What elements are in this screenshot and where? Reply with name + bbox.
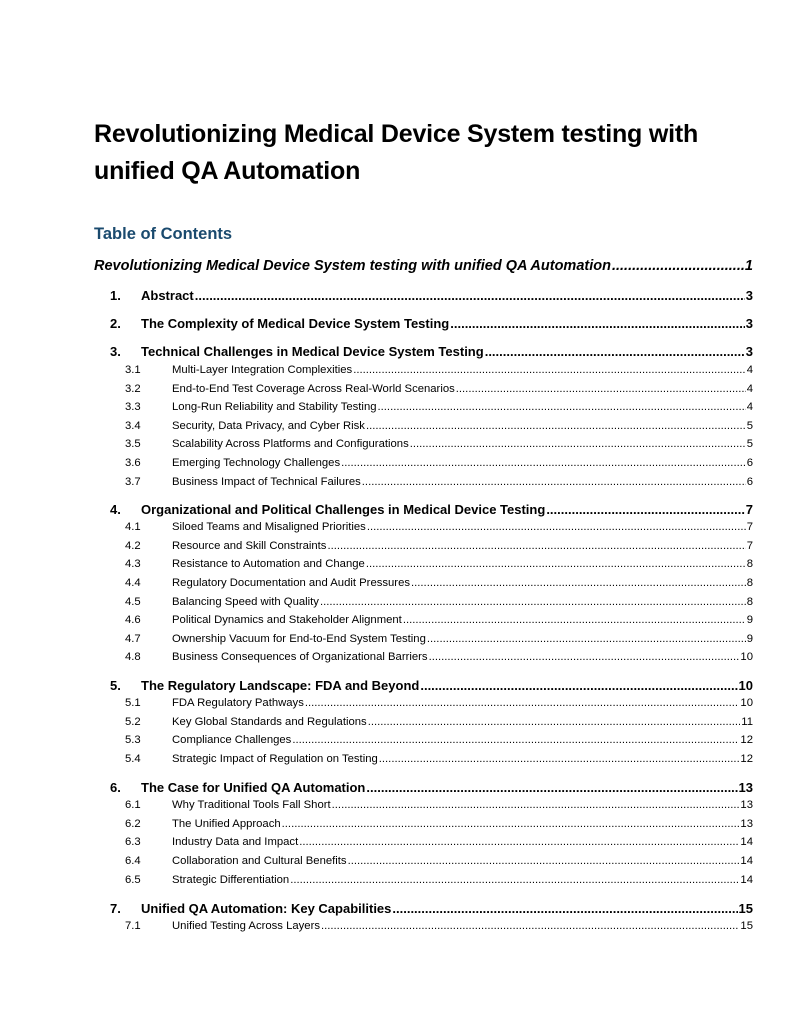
toc-entry-page-number: 14 [740, 874, 753, 886]
toc-entry-page-number: 4 [746, 364, 753, 376]
toc-entry-page-number: 3 [745, 288, 753, 303]
toc-entry[interactable] [125, 818, 753, 830]
toc-entry-number: 3.2 [125, 383, 141, 395]
toc-entry-title: Siloed Teams and Misaligned Priorities [172, 521, 366, 533]
toc-entry-number: 4.7 [125, 633, 141, 645]
toc-entry[interactable] [125, 457, 753, 469]
toc-entry[interactable] [110, 780, 753, 795]
toc-dot-leader [366, 420, 746, 432]
toc-entry-number: 7. [110, 901, 121, 916]
toc-entry-title: Ownership Vacuum for End-to-End System Testing [172, 633, 426, 645]
toc-dot-leader [332, 799, 740, 811]
toc-entry-page-number: 6 [746, 476, 753, 488]
toc-entry-title: Revolutionizing Medical Device System testing with unified QA Automation [94, 258, 611, 274]
toc-entry[interactable] [110, 316, 753, 331]
toc-entry[interactable] [125, 364, 753, 376]
toc-entry-title: Multi-Layer Integration Complexities [172, 364, 353, 376]
toc-entry-page-number: 7 [745, 502, 753, 517]
toc-dot-leader [378, 401, 746, 413]
toc-entry-page-number: 7 [746, 521, 753, 533]
toc-entry[interactable] [125, 651, 753, 663]
toc-dot-leader [305, 697, 740, 709]
toc-dot-leader [282, 818, 740, 830]
toc-entry-title: The Case for Unified QA Automation [141, 780, 366, 795]
toc-entry[interactable] [110, 678, 753, 693]
toc-entry-number: 5.2 [125, 716, 141, 728]
toc-entry[interactable] [125, 521, 753, 533]
toc-entry[interactable] [125, 697, 753, 709]
toc-entry-title: Business Impact of Technical Failures [172, 476, 361, 488]
toc-dot-leader [367, 521, 746, 533]
toc-entry-title: The Regulatory Landscape: FDA and Beyond [141, 678, 420, 693]
toc-entry-page-number: 8 [746, 577, 753, 589]
toc-entry-number: 5. [110, 678, 121, 693]
toc-entry-title: Compliance Challenges [172, 734, 292, 746]
toc-entry[interactable] [94, 258, 753, 274]
toc-entry[interactable] [125, 401, 753, 413]
toc-entry-number: 5.4 [125, 753, 141, 765]
toc-dot-leader [292, 734, 739, 746]
toc-entry-title: Strategic Impact of Regulation on Testing [172, 753, 378, 765]
toc-entry-title: The Unified Approach [172, 818, 281, 830]
toc-entry-number: 3.7 [125, 476, 141, 488]
toc-entry-number: 3.5 [125, 438, 141, 450]
toc-dot-leader [546, 502, 744, 517]
toc-entry-title: Strategic Differentiation [172, 874, 290, 886]
toc-entry-number: 4.6 [125, 614, 141, 626]
toc-dot-leader [290, 874, 739, 886]
toc-entry[interactable] [125, 420, 753, 432]
toc-dot-leader [379, 753, 740, 765]
toc-dot-leader [368, 716, 741, 728]
toc-entry-title: Resource and Skill Constraints [172, 540, 327, 552]
toc-entry-page-number: 9 [746, 614, 753, 626]
toc-entry-title: Political Dynamics and Stakeholder Alignment [172, 614, 402, 626]
toc-entry-number: 4.3 [125, 558, 141, 570]
toc-entry-number: 3.4 [125, 420, 141, 432]
toc-entry-page-number: 15 [740, 920, 753, 932]
toc-entry-title: Collaboration and Cultural Benefits [172, 855, 347, 867]
toc-entry-number: 6.5 [125, 874, 141, 886]
toc-entry[interactable] [125, 836, 753, 848]
toc-entry-number: 3.1 [125, 364, 141, 376]
toc-entry-title: Key Global Standards and Regulations [172, 716, 367, 728]
toc-entry[interactable] [110, 901, 753, 916]
toc-entry-title: Why Traditional Tools Fall Short [172, 799, 331, 811]
toc-dot-leader [427, 633, 746, 645]
toc-dot-leader [195, 288, 745, 303]
toc-dot-leader [429, 651, 740, 663]
toc-entry-title: Regulatory Documentation and Audit Pressures [172, 577, 410, 589]
toc-entry-number: 6.4 [125, 855, 141, 867]
toc-entry[interactable] [125, 716, 753, 728]
toc-entry-title: End-to-End Test Coverage Across Real-World Scenarios [172, 383, 455, 395]
toc-entry-page-number: 7 [746, 540, 753, 552]
toc-entry-number: 4.8 [125, 651, 141, 663]
toc-entry-title: Emerging Technology Challenges [172, 457, 341, 469]
toc-dot-leader [320, 596, 746, 608]
toc-entry[interactable] [125, 558, 753, 570]
toc-entry[interactable] [110, 344, 753, 359]
toc-entry-title: Unified Testing Across Layers [172, 920, 320, 932]
toc-entry-page-number: 10 [740, 697, 753, 709]
toc-entry-number: 4.1 [125, 521, 141, 533]
toc-entry-page-number: 12 [740, 753, 753, 765]
toc-entry-title: The Complexity of Medical Device System Testing [141, 316, 450, 331]
toc-entry[interactable] [125, 438, 753, 450]
toc-dot-leader [366, 780, 737, 795]
toc-entry-number: 4.4 [125, 577, 141, 589]
toc-entry-title: Technical Challenges in Medical Device System Testing [141, 344, 484, 359]
toc-entry[interactable] [125, 734, 753, 746]
toc-entry[interactable] [125, 855, 753, 867]
toc-dot-leader [353, 364, 746, 376]
toc-entry[interactable] [125, 383, 753, 395]
toc-entry-page-number: 3 [745, 316, 753, 331]
toc-entry[interactable] [125, 476, 753, 488]
toc-entry-number: 4.2 [125, 540, 141, 552]
toc-entry[interactable] [125, 614, 753, 626]
toc-entry-page-number: 4 [746, 383, 753, 395]
toc-entry-page-number: 5 [746, 420, 753, 432]
toc-entry-page-number: 6 [746, 457, 753, 469]
toc-entry-page-number: 15 [738, 901, 753, 916]
toc-entry-number: 6.3 [125, 836, 141, 848]
toc-entry[interactable] [125, 540, 753, 552]
toc-entry-page-number: 10 [738, 678, 753, 693]
toc-entry-number: 6.2 [125, 818, 141, 830]
toc-entry-title: Scalability Across Platforms and Configurations [172, 438, 409, 450]
toc-entry-title: Resistance to Automation and Change [172, 558, 365, 570]
toc-dot-leader [348, 855, 740, 867]
toc-entry-number: 7.1 [125, 920, 141, 932]
toc-dot-leader [420, 678, 737, 693]
toc-entry-page-number: 5 [746, 438, 753, 450]
toc-entry-page-number: 4 [746, 401, 753, 413]
toc-dot-leader [410, 438, 746, 450]
toc-dot-leader [456, 383, 746, 395]
toc-entry-number: 3.3 [125, 401, 141, 413]
toc-entry[interactable] [125, 874, 753, 886]
toc-dot-leader [366, 558, 746, 570]
toc-entry-page-number: 12 [740, 734, 753, 746]
toc-entry-page-number: 11 [741, 716, 753, 728]
toc-entry-page-number: 13 [738, 780, 753, 795]
toc-dot-leader [411, 577, 746, 589]
toc-entry-number: 2. [110, 316, 121, 331]
toc-entry-page-number: 9 [746, 633, 753, 645]
toc-entry-number: 6. [110, 780, 121, 795]
toc-dot-leader [321, 920, 739, 932]
toc-entry[interactable] [125, 753, 753, 765]
toc-entry-number: 1. [110, 288, 121, 303]
toc-entry[interactable] [125, 799, 753, 811]
toc-entry-page-number: 13 [740, 818, 753, 830]
toc-entry-page-number: 13 [740, 799, 753, 811]
toc-entry[interactable] [125, 633, 753, 645]
toc-entry[interactable] [125, 920, 753, 932]
toc-entry-page-number: 1 [744, 258, 753, 274]
toc-entry-title: Security, Data Privacy, and Cyber Risk [172, 420, 365, 432]
toc-entry-number: 5.3 [125, 734, 141, 746]
toc-dot-leader [362, 476, 746, 488]
toc-dot-leader [341, 457, 746, 469]
toc-entry-title: Industry Data and Impact [172, 836, 299, 848]
toc-dot-leader [327, 540, 745, 552]
toc-dot-leader [299, 836, 739, 848]
toc-entry-number: 3. [110, 344, 121, 359]
toc-entry-number: 4.5 [125, 596, 141, 608]
toc-dot-leader [450, 316, 745, 331]
toc-entry-number: 5.1 [125, 697, 141, 709]
toc-entry-title: Balancing Speed with Quality [172, 596, 319, 608]
toc-entry[interactable] [125, 577, 753, 589]
toc-entry-page-number: 10 [740, 651, 753, 663]
toc-entry-page-number: 14 [740, 836, 753, 848]
toc-entry-page-number: 8 [746, 558, 753, 570]
toc-entry-page-number: 3 [745, 344, 753, 359]
toc-entry-page-number: 14 [740, 855, 753, 867]
toc-entry-number: 6.1 [125, 799, 141, 811]
document-title: Revolutionizing Medical Device System testing with unified QA Automation [94, 120, 699, 185]
toc-entry-title: Business Consequences of Organizational Barriers [172, 651, 428, 663]
toc-entry-page-number: 8 [746, 596, 753, 608]
toc-dot-leader [612, 258, 744, 274]
toc-entry-title: Long-Run Reliability and Stability Testing [172, 401, 377, 413]
toc-entry[interactable] [125, 596, 753, 608]
toc-dot-leader [485, 344, 745, 359]
toc-entry-title: Abstract [141, 288, 194, 303]
toc-entry[interactable] [110, 288, 753, 303]
toc-heading: Table of Contents [94, 225, 233, 243]
toc-dot-leader [392, 901, 737, 916]
toc-entry[interactable] [110, 502, 753, 517]
toc-entry-number: 3.6 [125, 457, 141, 469]
toc-entry-title: Unified QA Automation: Key Capabilities [141, 901, 392, 916]
toc-entry-title: Organizational and Political Challenges in Medical Device Testing [141, 502, 546, 517]
toc-dot-leader [403, 614, 746, 626]
toc-entry-title: FDA Regulatory Pathways [172, 697, 304, 709]
toc-entry-number: 4. [110, 502, 121, 517]
